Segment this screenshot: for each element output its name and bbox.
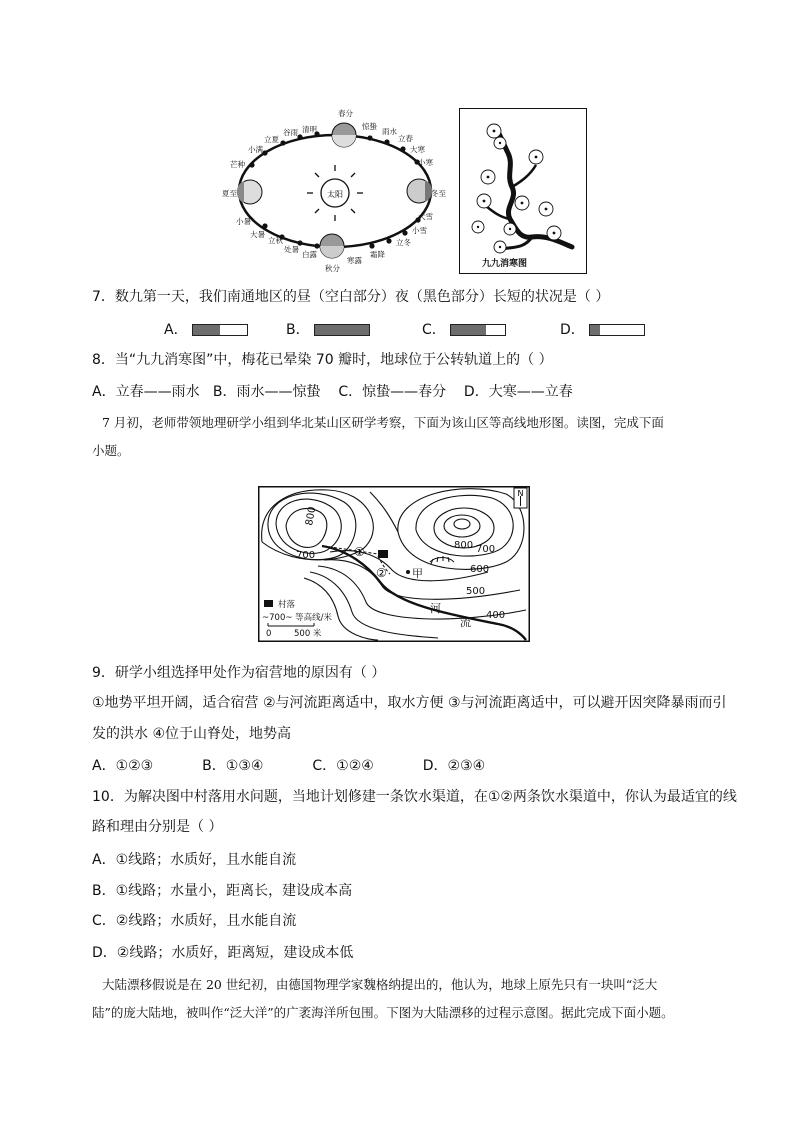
svg-text:立夏: 立夏 <box>264 135 279 144</box>
svg-text:寒露: 寒露 <box>347 256 362 265</box>
svg-text:0: 0 <box>266 629 272 639</box>
q10-option-c[interactable]: C．②线路；水质好，且水能自流 <box>92 913 297 929</box>
q7-option-b-letter: B． <box>286 322 310 338</box>
q8-stem: 8．当“九九消寒图”中，梅花已晕染 70 瓣时，地球位于公转轨道上的（ ） <box>92 352 553 368</box>
contour-map <box>258 486 530 642</box>
svg-text:清明: 清明 <box>302 125 317 134</box>
svg-text:小寒: 小寒 <box>418 158 433 167</box>
svg-text:秋分: 秋分 <box>325 264 340 273</box>
svg-text:大雪: 大雪 <box>418 212 433 221</box>
svg-text:500 米: 500 米 <box>294 629 322 639</box>
q10-stem2: 路和理由分别是（ ） <box>92 819 223 835</box>
svg-text:小雪: 小雪 <box>412 226 427 235</box>
q9-stem: 9．研学小组选择甲处作为宿营地的原因有（ ） <box>92 665 386 681</box>
intro1-line1: 7 月初，老师带领地理研学小组到华北某山区研学考察，下面为该山区等高线地形图。读图，完成下面 <box>102 415 664 430</box>
plum-caption: 九九消寒图 <box>482 259 528 269</box>
q7-option-a-letter: A． <box>164 322 188 338</box>
svg-text:立秋: 立秋 <box>268 236 283 245</box>
q8-options[interactable]: A．立春——雨水 B．雨水——惊蛰 C．惊蛰——春分 D．大寒——立春 <box>92 384 573 400</box>
north-arrow-icon <box>514 488 527 508</box>
contour-label: 500 <box>466 586 486 597</box>
camp-label: 甲 <box>412 567 423 580</box>
svg-text:立冬: 立冬 <box>396 238 411 247</box>
svg-text:夏至: 夏至 <box>222 189 237 198</box>
svg-text:惊蛰: 惊蛰 <box>362 122 377 131</box>
q7-option-d-bar <box>589 324 645 336</box>
orbit-diagram <box>222 105 448 277</box>
svg-text:N: N <box>517 489 524 498</box>
svg-text:冬至: 冬至 <box>431 189 446 198</box>
q7-option-c-bar <box>450 324 506 336</box>
intro1-line2: 小题。 <box>92 443 130 458</box>
svg-text:霜降: 霜降 <box>370 250 385 259</box>
svg-text:白露: 白露 <box>302 250 317 259</box>
q7-option-b-bar <box>314 324 370 336</box>
river-label: 流 <box>460 616 471 629</box>
contour-label: 400 <box>486 610 506 621</box>
contour-label: 700 <box>296 550 316 561</box>
camp-point <box>406 570 410 574</box>
q10-option-d[interactable]: D．②线路；水质好，距离短，建设成本低 <box>92 945 354 961</box>
q7-option-a[interactable] <box>164 320 248 340</box>
svg-text:村落: 村落 <box>278 600 296 610</box>
svg-text:小暑: 小暑 <box>236 217 251 226</box>
svg-text:立春: 立春 <box>398 134 413 143</box>
contour-label: 800 <box>454 540 474 551</box>
plum-blossom-figure <box>459 108 587 274</box>
sun-label: 太阳 <box>327 190 343 199</box>
svg-text:大暑: 大暑 <box>250 230 265 239</box>
svg-text:大寒: 大寒 <box>410 145 425 154</box>
q7-option-d[interactable] <box>560 320 645 340</box>
svg-text:春分: 春分 <box>338 109 353 118</box>
q9-line1: ①地势平坦开阔，适合宿营 ②与河流距离适中，取水方便 ③与河流距离适中，可以避开因突降暴雨而引 <box>92 695 727 711</box>
route-1-label: ① <box>354 545 365 559</box>
route-2-label: ② <box>376 566 387 580</box>
q7-option-b[interactable] <box>286 320 370 340</box>
q7-option-c-letter: C． <box>422 322 446 338</box>
river-label: 河 <box>430 602 441 615</box>
intro2-line1: 大陆漂移假说是在 20 世纪初，由德国物理学家魏格纳提出的，他认为，地球上原先只有一块叫“泛大 <box>102 977 658 992</box>
contour-label: 800 <box>304 505 319 527</box>
q7-option-d-letter: D． <box>560 322 585 338</box>
q9-line2: 发的洪水 ④位于山脊处，地势高 <box>92 726 292 742</box>
contour-label: 600 <box>470 564 490 575</box>
q7-option-c[interactable] <box>422 320 506 340</box>
svg-text:小满: 小满 <box>248 145 263 154</box>
q10-option-b[interactable]: B．①线路；水量小，距离长，建设成本高 <box>92 883 353 899</box>
svg-text:雨水: 雨水 <box>382 127 397 136</box>
svg-text:处暑: 处暑 <box>284 245 299 254</box>
svg-text:芒种: 芒种 <box>230 160 245 169</box>
q7-option-a-bar <box>192 324 248 336</box>
village-marker <box>378 550 388 558</box>
svg-text:~700~ 等高线/米: ~700~ 等高线/米 <box>262 613 333 623</box>
q9-options[interactable]: A．①②③ B．①③④ C．①②④ D．②③④ <box>92 758 486 774</box>
q10-option-a[interactable]: A．①线路；水质好，且水能自流 <box>92 852 297 868</box>
contour-label: 700 <box>476 544 496 555</box>
q10-stem1: 10．为解决图中村落用水问题，当地计划修建一条饮水渠道，在①②两条饮水渠道中，你认为最适宜的线 <box>92 789 737 805</box>
q7-stem: 7．数九第一天，我们南通地区的昼（空白部分）夜（黑色部分）长短的状况是（ ） <box>92 289 610 305</box>
plum-branch-icon <box>460 109 586 273</box>
intro2-line2: 陆”的庞大陆地，被叫作“泛大洋”的广袤海洋所包围。下图为大陆漂移的过程示意图。据此完成下面小题。 <box>92 1005 674 1020</box>
svg-text:谷雨: 谷雨 <box>283 128 298 137</box>
